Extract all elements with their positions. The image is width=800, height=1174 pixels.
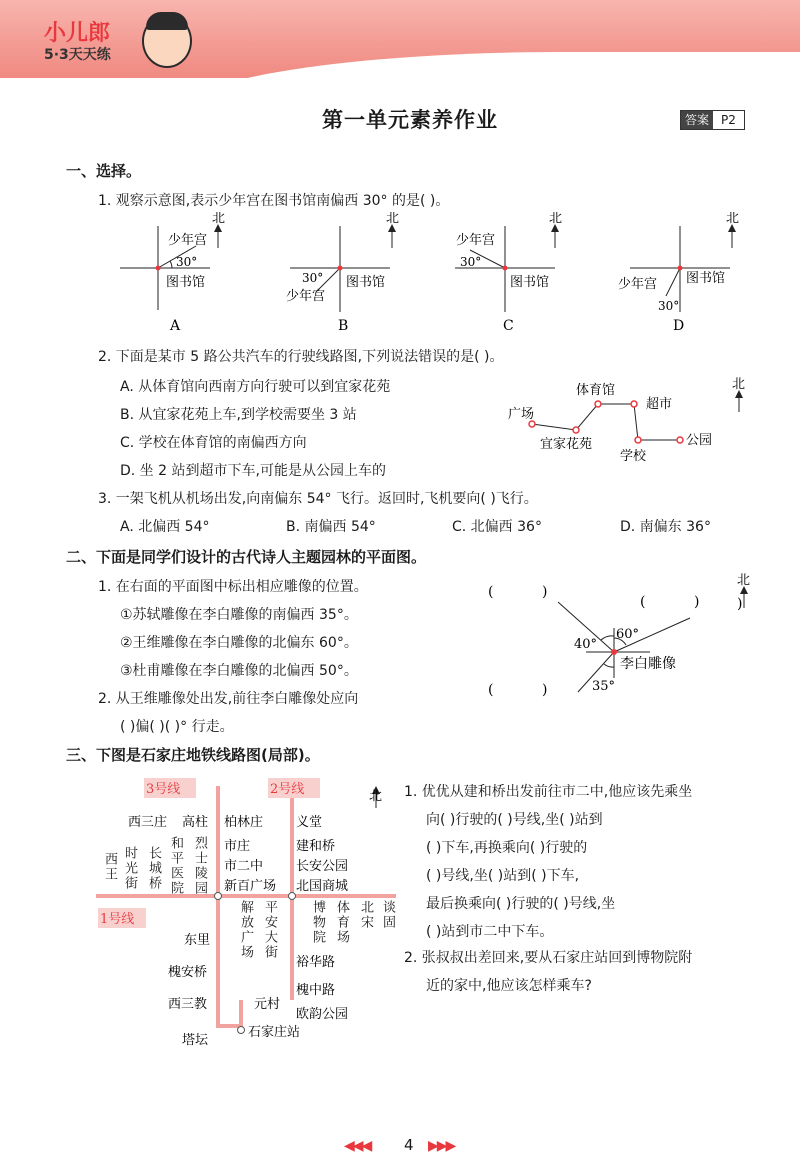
- section-3-heading: 三、下图是石家庄地铁线路图(局部)。: [66, 746, 320, 764]
- st-xiwang: 西王: [102, 852, 117, 882]
- angle-35: 35°: [592, 679, 616, 694]
- s3-q1-line-4: ( )号线,坐( )站到( )下车,: [426, 868, 580, 884]
- st-shiguangjie: 时光街: [122, 846, 137, 891]
- diagram-a-north: 北: [212, 212, 226, 226]
- blank-paren-ne-close: ): [694, 594, 700, 610]
- diagram-b-library: 图书馆: [346, 275, 386, 290]
- diagram-b-north: 北: [386, 212, 400, 226]
- stop-yijia: 宜家花苑: [540, 437, 593, 452]
- st-yitang: 义堂: [296, 815, 323, 830]
- s2-q2-blank: ( )偏( )( )° 行走。: [120, 719, 234, 735]
- line3-label: 3号线: [146, 782, 181, 797]
- diagram-c-library: 图书馆: [510, 275, 550, 290]
- s3-q1-line-6: ( )站到市二中下车。: [426, 924, 554, 940]
- diagram-a-library: 图书馆: [166, 275, 206, 290]
- subway-north: 北: [369, 789, 383, 804]
- st-bowuyuan: 博物院: [310, 900, 325, 945]
- s2-item-3: ③杜甫雕像在李白雕像的北偏西 50°。: [120, 663, 358, 679]
- st-gaozhu: 高柱: [182, 815, 209, 830]
- st-jianheqiao: 建和桥: [296, 839, 336, 854]
- diagram-c-north: 北: [549, 212, 563, 226]
- answer-page: P2: [721, 113, 736, 127]
- s3-q2-line-2: 近的家中,他应该怎样乘车?: [426, 978, 592, 994]
- diagram-b-palace: 少年宫: [286, 289, 326, 304]
- s3-q1-line-5: 最后换乘向( )行驶的( )号线,坐: [426, 896, 616, 912]
- st-bailinzhuang: 柏林庄: [224, 815, 264, 830]
- st-tiyu: 体育场: [334, 900, 349, 945]
- blank-paren-nw-close: ): [542, 584, 548, 600]
- blank-paren-nw-open: (: [488, 584, 494, 600]
- q3-option-b: B. 南偏西 54°: [286, 519, 376, 535]
- s3-q2-line-1: 2. 张叔叔出差回来,要从石家庄站回到博物院附: [404, 950, 693, 966]
- q2-text: 2. 下面是某市 5 路公共汽车的行驶线路图,下列说法错误的是( )。: [98, 349, 504, 365]
- diagram-c-palace: 少年宫: [456, 233, 496, 248]
- diagram-a-palace: 少年宫: [168, 233, 208, 248]
- line1-label: 1号线: [100, 912, 135, 927]
- s3-q1-line-3: ( )下车,再换乘向( )行驶的: [426, 840, 588, 856]
- st-xisanzhuang: 西三庄: [128, 815, 168, 830]
- libai-label: 李白雕像: [620, 656, 676, 672]
- st-dongli: 东里: [184, 933, 211, 948]
- st-huaiqiao: 槐安桥: [168, 965, 208, 980]
- st-huaizhong: 槐中路: [296, 983, 336, 998]
- diagram-a: [120, 212, 225, 334]
- s2-item-2: ②王维雕像在李白雕像的北偏东 60°。: [120, 635, 358, 651]
- label-c: C: [503, 318, 514, 334]
- brand-logo: 小儿郎: [44, 21, 111, 46]
- q2-option-c: C. 学校在体育馆的南偏西方向: [120, 435, 307, 451]
- s2-q1-text: 1. 在右面的平面图中标出相应雕像的位置。: [98, 579, 368, 595]
- diagram-c: [455, 212, 562, 334]
- answer-ref: [680, 110, 745, 130]
- st-lieshi: 烈士陵园: [192, 836, 207, 896]
- q1-text: 1. 观察示意图,表示少年宫在图书馆南偏西 30° 的是( )。: [98, 193, 450, 209]
- s3-q1: [404, 778, 692, 946]
- diagram-d-angle: 30°: [658, 299, 680, 313]
- q2-option-a: A. 从体育馆向西南方向行驶可以到宜家花苑: [120, 379, 391, 395]
- label-b: B: [338, 318, 349, 334]
- diagram-b: [286, 212, 399, 334]
- diagram-d: [618, 212, 739, 334]
- diagram-d-north: 北: [726, 212, 740, 226]
- blank-paren-e-close: ): [737, 596, 743, 612]
- st-xisanjiao: 西三教: [168, 997, 208, 1012]
- angle-40: 40°: [574, 637, 598, 652]
- st-ouyang: 欧韵公园: [296, 1007, 349, 1022]
- st-yuancun: 元村: [254, 997, 281, 1012]
- mascot-avatar: [142, 14, 192, 68]
- blank-paren-sw-close: ): [542, 682, 548, 698]
- st-changan-park: 长安公园: [296, 859, 349, 874]
- label-d: D: [673, 318, 685, 334]
- st-tatan: 塔坛: [182, 1033, 209, 1048]
- blank-paren-sw-open: (: [488, 682, 494, 698]
- st-pingan: 平安大街: [262, 900, 277, 960]
- st-sjz: 石家庄站: [248, 1025, 301, 1040]
- garden-north: 北: [737, 573, 751, 588]
- next-arrows-icon: ▶▶▶: [428, 1138, 455, 1154]
- stop-park: 公园: [686, 433, 713, 448]
- section-1-heading: 一、选择。: [66, 162, 142, 180]
- st-heping: 和平医院: [168, 836, 183, 896]
- prev-arrows-icon: ◀◀◀: [344, 1138, 371, 1154]
- s3-q1-line-1: 1. 优优从建和桥出发前往市二中,他应该先乘坐: [404, 784, 693, 800]
- label-a: A: [170, 318, 181, 334]
- q3-option-a: A. 北偏西 54°: [120, 519, 210, 535]
- q1-compass-diagrams: [110, 212, 770, 342]
- stop-supermarket: 超市: [646, 397, 673, 412]
- s3-q1-line-2: 向( )行驶的( )号线,坐( )站到: [426, 812, 603, 828]
- st-yuhua: 裕华路: [296, 955, 336, 970]
- stop-gym: 体育馆: [576, 383, 616, 398]
- q2-option-d: D. 坐 2 站到超市下车,可能是从公园上车的: [120, 463, 386, 479]
- s3-q2: [404, 944, 692, 1000]
- s2-item-1: ①苏轼雕像在李白雕像的南偏西 35°。: [120, 607, 358, 623]
- brand-sub: 5·3天天练: [44, 47, 111, 63]
- section-2-heading: 二、下面是同学们设计的古代诗人主题园林的平面图。: [66, 548, 427, 566]
- q3-option-d: D. 南偏东 36°: [620, 519, 711, 535]
- st-beisong: 北宋: [358, 900, 373, 930]
- page-number: 4: [404, 1136, 414, 1154]
- answer-key-label: 答案: [681, 111, 713, 129]
- page-title: 第一单元素养作业: [322, 108, 498, 132]
- diagram-b-angle: 30°: [302, 271, 324, 285]
- q3-option-c: C. 北偏西 36°: [452, 519, 542, 535]
- s2-q2-text: 2. 从王维雕像处出发,前往李白雕像处应向: [98, 691, 359, 707]
- st-shierzhong: 市二中: [224, 859, 264, 874]
- st-beiguo: 北国商城: [296, 879, 349, 894]
- line2-label: 2号线: [270, 782, 305, 797]
- stop-square: 广场: [508, 407, 535, 422]
- diagram-d-palace: 少年宫: [618, 277, 658, 292]
- diagram-c-angle: 30°: [460, 255, 482, 269]
- diagram-d-library: 图书馆: [686, 271, 726, 286]
- st-shishi: 市庄: [224, 839, 251, 854]
- q2-option-b: B. 从宜家花苑上车,到学校需要坐 3 站: [120, 407, 357, 423]
- garden-plan: [480, 572, 770, 712]
- diagram-a-angle: 30°: [176, 255, 198, 269]
- st-changchengqiao: 长城桥: [146, 846, 161, 891]
- q3-text: 3. 一架飞机从机场出发,向南偏东 54° 飞行。返回时,飞机要向( )飞行。: [98, 491, 538, 507]
- bus-route-map: [500, 372, 760, 472]
- blank-paren-ne-open: (: [640, 594, 646, 610]
- bus-map-north: 北: [732, 377, 746, 392]
- st-xinbai: 新百广场: [224, 879, 277, 894]
- st-tangu: 谈固: [380, 900, 395, 930]
- st-jiefang: 解放广场: [238, 900, 253, 960]
- angle-60: 60°: [616, 627, 640, 642]
- stop-school: 学校: [620, 449, 647, 464]
